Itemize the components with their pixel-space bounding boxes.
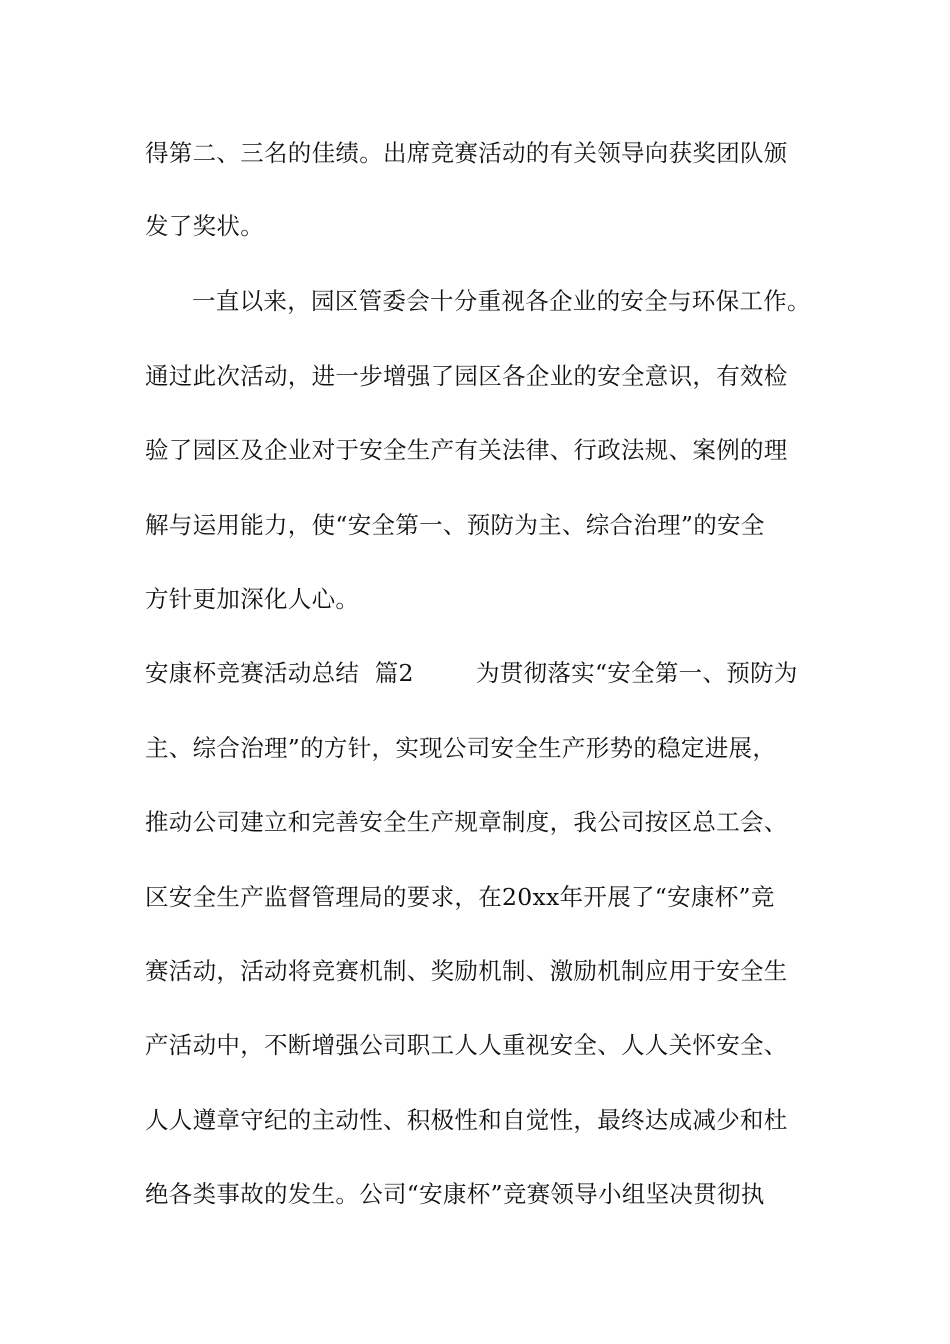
text-line: 得第二、三名的佳绩。出席竞赛活动的有关领导向获奖团队颁 (145, 139, 788, 167)
text-line: 产活动中，不断增强公司职工人人重视安全、人人关怀安全、 (145, 1031, 788, 1059)
text-line: 通过此次活动，进一步增强了园区各企业的安全意识，有效检 (145, 362, 788, 390)
text-line: 发了奖状。 (145, 212, 264, 240)
text-line: 解与运用能力，使“安全第一、预防为主、综合治理”的安全 (145, 511, 765, 539)
text-line: 人人遵章守纪的主动性、积极性和自觉性，最终达成减少和杜 (145, 1106, 788, 1134)
text-line: 主、综合治理”的方针，实现公司安全生产形势的稳定进展， (145, 734, 777, 762)
text-line: 方针更加深化人心。 (145, 585, 360, 613)
text-line: 验了园区及企业对于安全生产有关法律、行政法规、案例的理 (145, 436, 788, 464)
paragraph-start-line: 一直以来，园区管委会十分重视各企业的安全与环保工作。 (192, 287, 811, 315)
text-line: 区安全生产监督管理局的要求，在20xx年开展了“安康杯”竞 (145, 883, 775, 911)
text-line: 赛活动，活动将竞赛机制、奖励机制、激励机制应用于安全生 (145, 957, 788, 985)
text-line: 推动公司建立和完善安全生产规章制度，我公司按区总工会、 (145, 808, 788, 836)
section-heading-line: 安康杯竞赛活动总结 篇2 为贯彻落实“安全第一、预防为 (145, 659, 798, 687)
text-line: 绝各类事故的发生。公司“安康杯”竞赛领导小组坚决贯彻执 (145, 1180, 765, 1208)
